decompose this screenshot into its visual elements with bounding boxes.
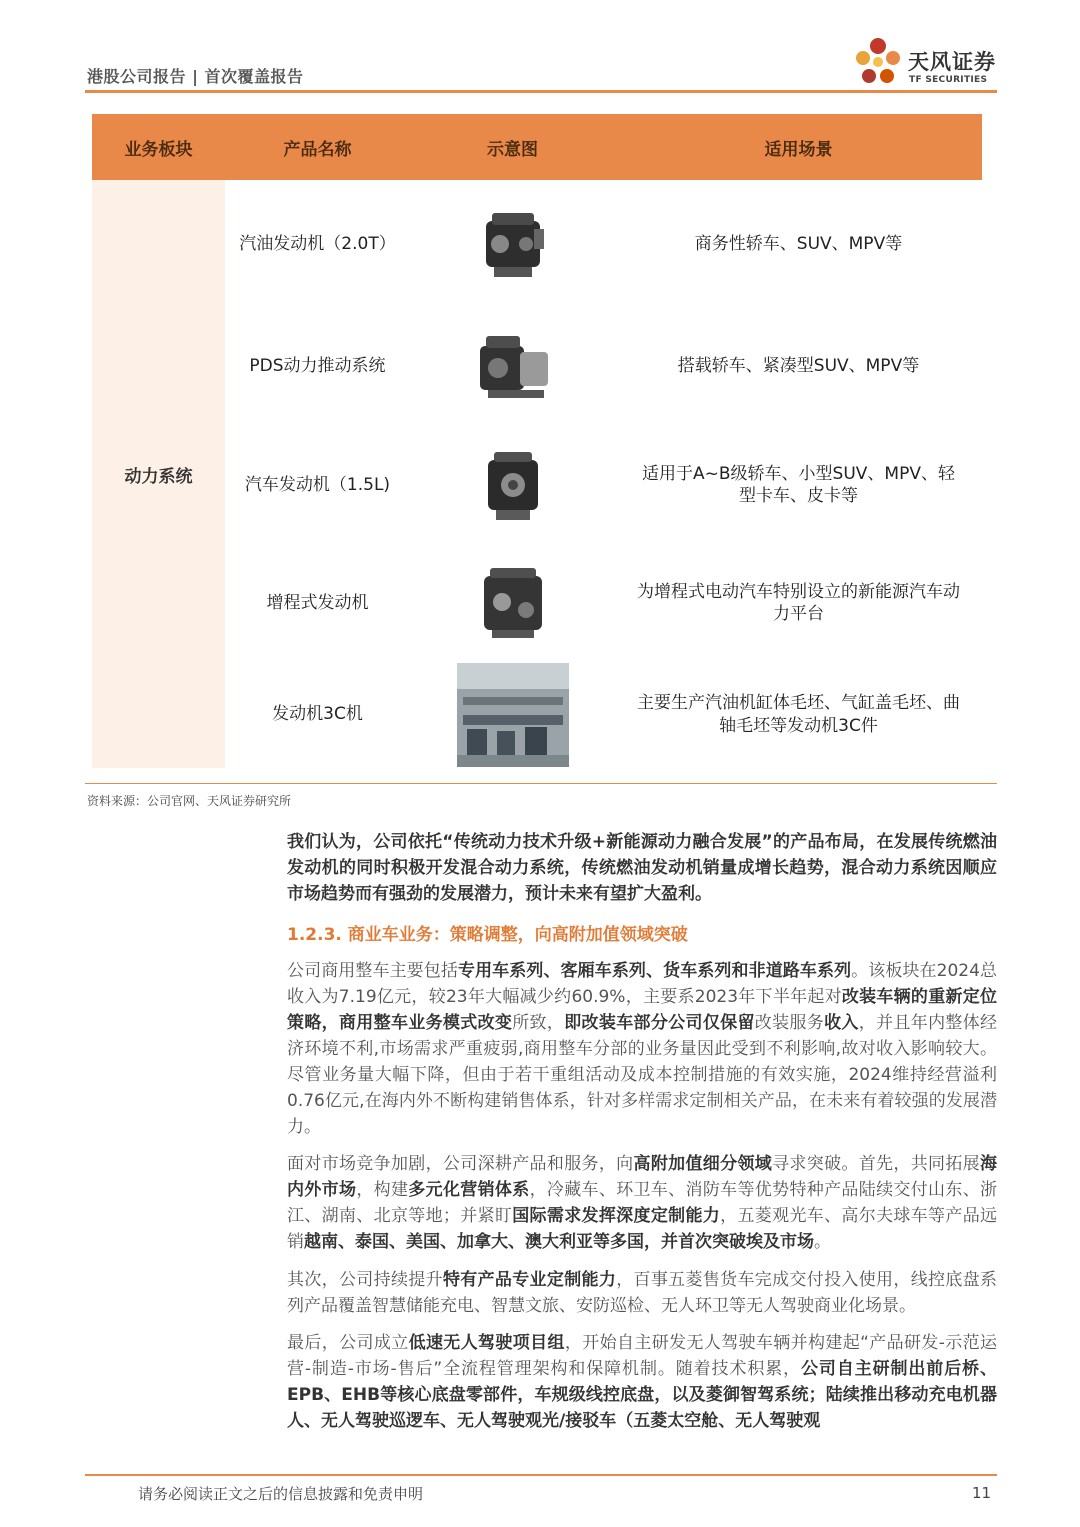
table-row — [225, 180, 982, 308]
product-name: 增程式发动机 — [266, 592, 369, 613]
product-image-cell — [410, 425, 615, 545]
table-row — [225, 308, 982, 425]
customization-paragraph: 其次，公司持续提升特有产品专业定制能力，百事五菱售货车完成交付投入使用，线控底盘系列产品覆盖智慧储能充电、智慧文旅、安防巡检、无人环卫等无人驾驶商业化场景。 — [287, 1270, 998, 1316]
autonomous-driving-paragraph: 最后，公司成立低速无人驾驶项目组，开始自主研发无人驾驶车辆并构建起“产品研发-示范运营-制造-市场-售后”全流程管理架构和保障机制。随着技术积累，公司自主研制出前后桥、EPB、EHB等核心底盘零部件，车规级线控底盘，以及菱御智驾系统；陆续推出移动充电机器人、无人驾驶巡逻车、无人驾驶观光/接驳车（五菱太空舱、无人驾驶观 — [287, 1333, 998, 1431]
table-bottom-rule — [85, 783, 997, 784]
column-header: 业务板块 — [124, 139, 193, 160]
column-header: 产品名称 — [283, 139, 352, 160]
segment-cell: 动力系统 — [92, 180, 225, 768]
factory-image — [457, 663, 569, 767]
usage-scene: 适用于A~B级轿车、小型SUV、MPV、轻型卡车、皮卡等 — [642, 463, 955, 506]
market-expansion-paragraph: 面对市场竞争加剧，公司深耕产品和服务，向高附加值细分领域寻求突破。首先，共同拓展海内外市场，构建多元化营销体系，冷藏车、环卫车、消防车等优势特种产品陆续交付山东、浙江、湖南、北京等地；并紧盯国际需求发挥深度定制能力，五菱观光车、高尔夫球车等产品远销越南、泰国、美国、加拿大、澳大利亚等多国，并首次突破埃及市场。 — [287, 1154, 998, 1252]
product-name: 汽车发动机（1.5L) — [244, 474, 391, 495]
conclusion-paragraph: 我们认为，公司依托“传统动力技术升级+新能源动力融合发展”的产品布局，在发展传统燃油发动机的同时积极开发混合动力系统，传统燃油发动机销量成增长趋势，混合动力系统因顺应市场趋势而有强劲的发展潜力，预计未来有望扩大盈利。 — [287, 832, 997, 904]
commercial-vehicle-paragraph: 公司商用整车主要包括专用车系列、客厢车系列、货车系列和非道路车系列。该板块在2024总收入为7.19亿元，较23年大幅减少约60.9%，主要系2023年下半年起对改装车辆的重新定位策略，商用整车业务模式改变所致，即改装车部分公司仅保留改装服务收入，并且年内整体经济环境不利,市场需求严重疲弱,商用整车分部的业务量因此受到不利影响,故对收入影响较大。尽管业务量大幅下降，但由于若干重组活动及成本控制措施的有效实施，2024维持经营溢利0.76亿元,在海内外不断构建销售体系，针对多样需求定制相关产品，在未来有着较强的发展潜力。 — [287, 961, 998, 1137]
column-header: 示意图 — [487, 139, 538, 160]
product-name: 发动机3C机 — [272, 704, 363, 725]
table-row — [225, 545, 982, 661]
product-image-cell — [410, 180, 615, 308]
table-row — [225, 425, 982, 545]
product-name: 汽油发动机（2.0T） — [239, 233, 396, 254]
usage-scene: 主要生产汽油机缸体毛坯、气缸盖毛坯、曲轴毛坯等发动机3C件 — [637, 693, 960, 736]
section-heading: 1.2.3. 商业车业务：策略调整，向高附加值领域突破 — [287, 925, 688, 945]
source-note: 资料来源：公司官网、天风证券研究所 — [87, 794, 292, 808]
engine-image — [468, 199, 558, 289]
product-image-cell — [410, 545, 615, 661]
product-table — [92, 114, 982, 768]
usage-scene: 商务性轿车、SUV、MPV等 — [694, 233, 903, 254]
logo-english-name: TF SECURITIES — [909, 75, 988, 85]
page-number: 11 — [972, 1484, 992, 1502]
header-divider — [85, 90, 997, 93]
usage-scene: 搭载轿车、紧凑型SUV、MPV等 — [677, 356, 920, 377]
logo-chinese-name: 天风证券 — [908, 50, 996, 74]
footer-divider — [85, 1474, 997, 1476]
table-header-row — [92, 114, 982, 180]
product-image-cell — [410, 661, 615, 768]
engine-image — [468, 558, 558, 648]
engine-image — [468, 440, 558, 530]
column-header: 适用场景 — [764, 139, 833, 160]
product-image-cell — [410, 308, 615, 425]
report-type-label: 港股公司报告 | 首次覆盖报告 — [87, 67, 304, 86]
product-name: PDS动力推动系统 — [249, 356, 386, 377]
usage-scene: 为增程式电动汽车特别设立的新能源汽车动力平台 — [637, 581, 960, 624]
engine-image — [468, 322, 558, 412]
table-body — [92, 180, 982, 768]
disclaimer-text: 请务必阅读正文之后的信息披露和免责申明 — [138, 1485, 424, 1503]
flower-logo-icon — [850, 34, 906, 90]
table-row — [225, 661, 982, 768]
company-logo — [850, 34, 1000, 90]
